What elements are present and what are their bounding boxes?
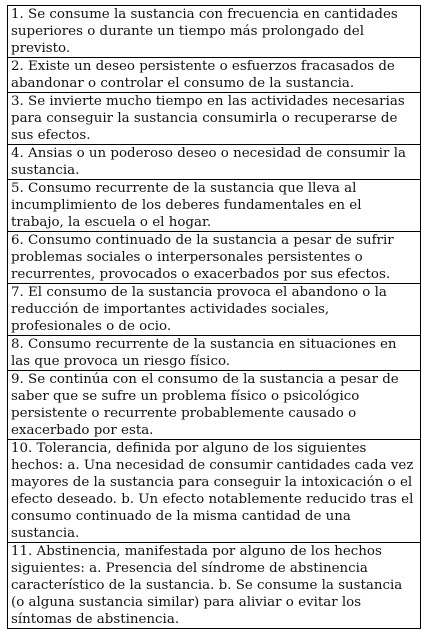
criterion-10: 10. Tolerancia, definida por alguno de los siguientes hechos: a. Una necesidad de consumir cantidades cada vez mayores de la sustancia para conseguir la intoxicación o el efecto deseado. b. Un efecto notablemente reducido tras el consumo continuado de la misma cantidad de una sustancia. xyxy=(8,440,421,543)
table-row xyxy=(8,543,421,629)
criteria-table xyxy=(7,5,421,629)
criterion-6: 6. Consumo continuado de la sustancia a pesar de sufrir problemas sociales o interpersonales persistentes o recurrentes, provocados o exacerbados por sus efectos. xyxy=(8,232,421,284)
table-row xyxy=(8,180,421,232)
table-row xyxy=(8,58,421,93)
table-row xyxy=(8,145,421,180)
table-row xyxy=(8,232,421,284)
criterion-9: 9. Se continúa con el consumo de la sustancia a pesar de saber que se sufre un problema físico o psicológico persistente o recurrente probablemente causado o exacerbado por esta. xyxy=(8,371,421,440)
table-row xyxy=(8,6,421,58)
table-row xyxy=(8,440,421,543)
criterion-4: 4. Ansias o un poderoso deseo o necesidad de consumir la sustancia. xyxy=(8,145,421,180)
table-row xyxy=(8,284,421,336)
criterion-8: 8. Consumo recurrente de la sustancia en situaciones en las que provoca un riesgo físico. xyxy=(8,336,421,371)
table-row xyxy=(8,93,421,145)
criterion-1: 1. Se consume la sustancia con frecuencia en cantidades superiores o durante un tiempo más prolongado del previsto. xyxy=(8,6,421,58)
criterion-5: 5. Consumo recurrente de la sustancia que lleva al incumplimiento de los deberes fundamentales en el trabajo, la escuela o el hogar. xyxy=(8,180,421,232)
criterion-3: 3. Se invierte mucho tiempo en las actividades necesarias para conseguir la sustancia consumirla o recuperarse de sus efectos. xyxy=(8,93,421,145)
table-row xyxy=(8,371,421,440)
table-row xyxy=(8,336,421,371)
criterion-2: 2. Existe un deseo persistente o esfuerzos fracasados de abandonar o controlar el consumo de la sustancia. xyxy=(8,58,421,93)
criterion-11: 11. Abstinencia, manifestada por alguno de los hechos siguientes: a. Presencia del síndrome de abstinencia característico de la sustancia. b. Se consume la sustancia (o alguna sustancia similar) para aliviar o evitar los síntomas de abstinencia. xyxy=(8,543,421,629)
criterion-7: 7. El consumo de la sustancia provoca el abandono o la reducción de importantes actividades sociales, profesionales o de ocio. xyxy=(8,284,421,336)
